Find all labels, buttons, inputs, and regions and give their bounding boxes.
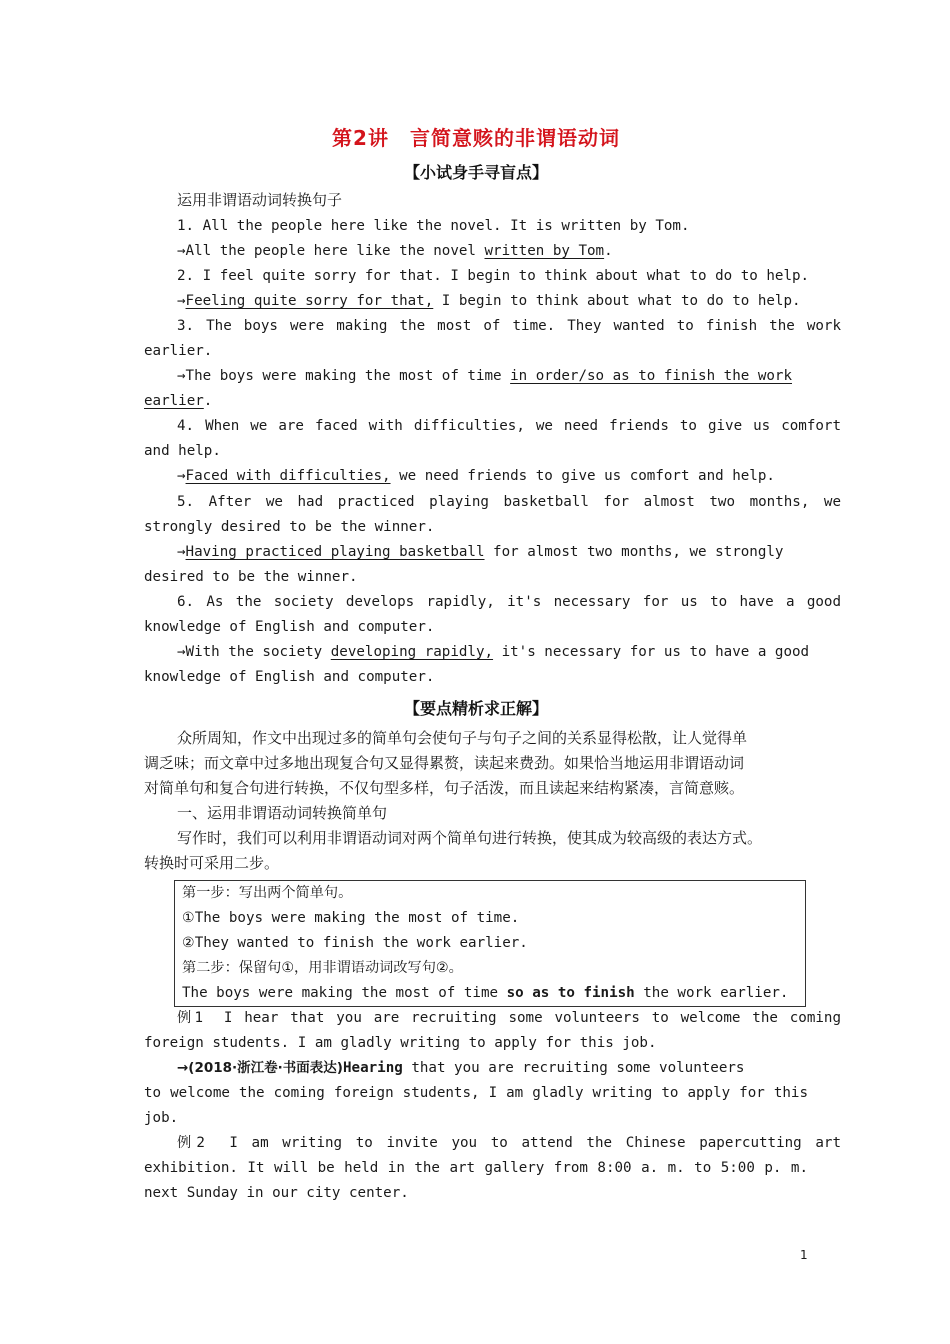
answer-text: . <box>203 393 213 409</box>
paragraph-line: 调乏味；而文章中过多地出现复合句又显得累赘，读起来费劲。如果恰当地运用非谓语动词 <box>144 754 745 772</box>
sentence-1: ①The boys were making the most of time. <box>182 910 520 926</box>
exercise-6-question-cont: knowledge of English and computer. <box>144 619 435 635</box>
step-2-label: 第二步：保留句①，用非谓语动词改写句②。 <box>182 960 463 976</box>
sentence-text: The boys were making the most of time <box>182 985 499 1001</box>
paragraph-line: 写作时，我们可以利用非谓语动词对两个简单句进行转换，使其成为较高级的表达方式。 <box>177 829 763 847</box>
exercise-6-answer <box>144 642 841 662</box>
answer-text: I begin to think about what to do to help. <box>433 293 801 309</box>
answer-text: . <box>604 243 613 259</box>
answer-source: →(2018·浙江卷·书面表达) <box>177 1060 343 1076</box>
answer-blank: earlier <box>144 393 204 409</box>
example-2-line: 例2 I am writing to invite you to attend the Chinese papercutting art <box>177 1135 841 1151</box>
paragraph-line: 对简单句和复合句进行转换，不仅句型多样，句子活泼，而且读起来结构紧凑，言简意赅。 <box>144 779 745 797</box>
example-1-line: 例1 I hear that you are recruiting some volunteers to welcome the coming <box>177 1010 841 1026</box>
exercise-4-question: 4. When we are faced with difficulties, we need friends to give us comfort <box>177 418 841 434</box>
page-title: 第2讲 言简意赅的非谓语动词 <box>332 126 620 150</box>
paragraph-line: 众所周知，作文中出现过多的简单句会使句子与句子之间的关系显得松散，让人觉得单 <box>177 729 748 747</box>
section-heading-practice: 【小试身手寻盲点】 <box>403 163 548 182</box>
exercise-3-answer-cont <box>144 391 808 411</box>
answer-text: for almost two months, we strongly <box>484 544 784 560</box>
example-1-answer <box>144 1058 841 1078</box>
example-1-answer-cont: to welcome the coming foreign students, I am gladly writing to apply for this <box>144 1085 808 1101</box>
rewritten-sentence <box>182 983 792 1003</box>
example-2-line: next Sunday in our city center. <box>144 1185 409 1201</box>
example-2-line: exhibition. It will be held in the art gallery from 8:00 a. m. to 5:00 p. m. <box>144 1160 808 1176</box>
example-1-answer-cont: job. <box>144 1110 179 1126</box>
exercise-3-answer <box>144 366 841 386</box>
exercise-instruction: 运用非谓语动词转换句子 <box>177 191 343 209</box>
steps-box <box>174 880 806 1007</box>
exercise-5-question-cont: strongly desired to be the winner. <box>144 519 435 535</box>
subheading: 一、运用非谓语动词转换简单句 <box>177 804 388 822</box>
exercise-6-question: 6. As the society develops rapidly, it's necessary for us to have a good <box>177 594 841 610</box>
paragraph-line: 转换时可采用二步。 <box>144 854 280 872</box>
answer-blank: in order/so as to finish the work <box>510 368 792 384</box>
exercise-6-answer-cont: knowledge of English and computer. <box>144 669 435 685</box>
exercise-4-question-cont: and help. <box>144 443 221 459</box>
highlighted-word: Hearing <box>342 1060 403 1076</box>
exercise-3-question: 3. The boys were making the most of time. They wanted to finish the work <box>177 318 841 334</box>
answer-text: we need friends to give us comfort and help. <box>390 468 775 484</box>
exercise-5-question: 5. After we had practiced playing basketball for almost two months, we <box>177 494 841 510</box>
answer-text: → <box>177 468 186 484</box>
highlighted-phrase: so as to finish <box>498 985 635 1001</box>
exercise-3-question-cont: earlier. <box>144 343 213 359</box>
sentence-text: the work earlier. <box>634 985 789 1001</box>
answer-blank: developing rapidly, <box>330 644 494 660</box>
answer-text: → <box>177 293 186 309</box>
page-number: 1 <box>800 1248 808 1262</box>
answer-blank: Having practiced playing basketball <box>185 544 485 560</box>
answer-blank: Faced with difficulties, <box>185 468 391 484</box>
exercise-1-question: 1. All the people here like the novel. It is written by Tom. <box>177 218 690 234</box>
answer-text: it's necessary for us to have a good <box>493 644 810 660</box>
exercise-4-answer <box>144 466 841 486</box>
exercise-2-question: 2. I feel quite sorry for that. I begin to think about what to do to help. <box>177 268 810 284</box>
step-1-label: 第一步：写出两个简单句。 <box>182 885 353 901</box>
answer-text: →The boys were making the most of time <box>177 368 511 384</box>
exercise-5-answer-cont: desired to be the winner. <box>144 569 358 585</box>
example-1-line: foreign students. I am gladly writing to apply for this job. <box>144 1035 657 1051</box>
exercise-5-answer <box>144 542 841 562</box>
exercise-2-answer <box>144 291 841 311</box>
exercise-1-answer <box>144 241 841 261</box>
answer-blank: Feeling quite sorry for that, <box>185 293 434 309</box>
answer-text: → <box>177 544 186 560</box>
answer-text: that you are recruiting some volunteers <box>402 1060 745 1076</box>
answer-text: →With the society <box>177 644 331 660</box>
sentence-2: ②They wanted to finish the work earlier. <box>182 935 528 951</box>
answer-blank: written by Tom <box>484 243 605 259</box>
answer-text: →All the people here like the novel <box>177 243 485 259</box>
section-heading-analysis: 【要点精析求正解】 <box>403 699 548 718</box>
